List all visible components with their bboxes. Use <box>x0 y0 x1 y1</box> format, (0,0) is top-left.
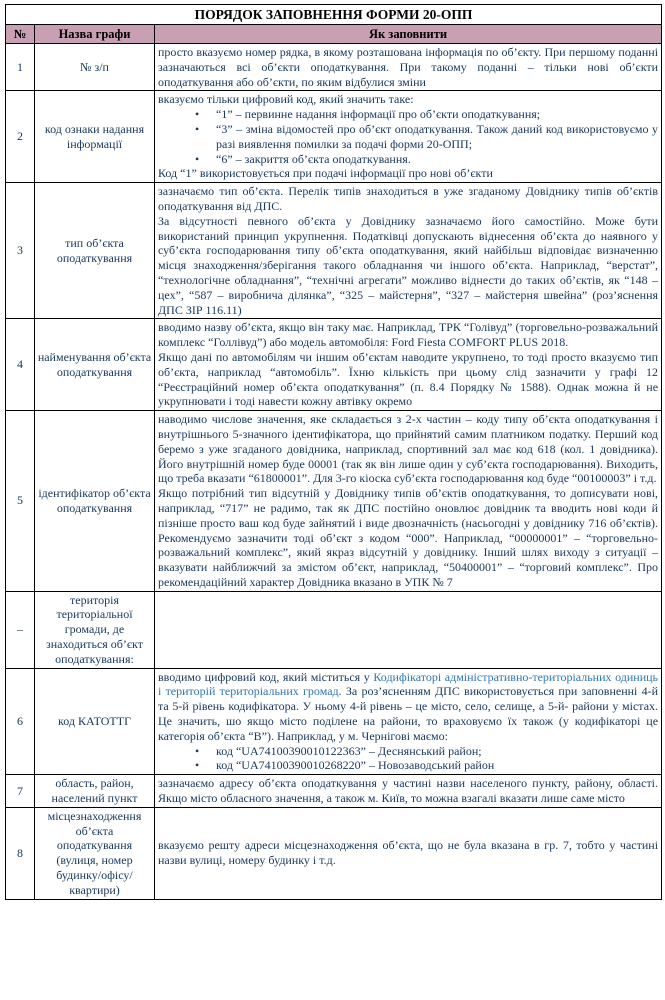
row-number: 6 <box>6 668 35 775</box>
text-run: зазначаємо тип об’єкта. Перелік типів знаходиться в уже згаданому Довіднику типів об’єктів оподаткування від ДПС. <box>158 184 659 213</box>
text-run: . За роз’ясненням ДПС використовується при заповненні 4-й та 5-й рівень кодифікатора. У ньому 4-й рівень – це місто, село, селище, а 5-й- райони у містах. Це значить, шо якщо місто поділене на райони, то враховуємо їх також (у кодифікаторі це категорія об’єкта “В”). Наприклад, у м. Чернігові маємо: <box>158 684 659 743</box>
how-to-paragraph <box>158 184 658 214</box>
column-name-cell: тип об’єкта оподаткування <box>35 183 155 319</box>
how-to-fill-cell <box>155 807 662 899</box>
table-row <box>6 91 662 183</box>
column-name-cell: ідентифікатор об’єкта оподаткування <box>35 411 155 592</box>
how-to-fill-cell <box>155 591 662 668</box>
table-row <box>6 411 662 592</box>
col-header-column-name: Назва графи <box>35 25 155 44</box>
table-row <box>6 775 662 808</box>
table-row <box>6 668 662 775</box>
how-to-paragraph <box>158 350 658 409</box>
column-name-cell: код КАТОТТГ <box>35 668 155 775</box>
text-run: наводимо числове значення, яке складається з 2-х частин – коду типу об’єкта оподаткування і внутрішнього 5-значного ідентифікатора, що прийнятий самим платником податку. Перший код беремо з уже згаданого довідника, наприклад, спортивний зал має код 618 (кол. 1 довідника). Його внутрішній номер буде 00001 (так як він лише один у суб’єкта господарювання). Виходить, що треба вказати “61800001”. Для 3-го кіоска суб’єкта господарювання код буде “00100003” і т.д. <box>158 412 659 486</box>
how-to-paragraph <box>158 670 658 744</box>
bullet-item: • “1” – первинне надання інформації про об’єкти оподаткування; <box>158 107 658 122</box>
how-to-fill-cell <box>155 44 662 91</box>
how-to-fill-cell <box>155 668 662 775</box>
table-row <box>6 44 662 91</box>
how-to-fill-cell <box>155 91 662 183</box>
row-number: 3 <box>6 183 35 319</box>
how-to-fill-cell <box>155 411 662 592</box>
column-name-cell: № з/п <box>35 44 155 91</box>
how-to-paragraph <box>158 486 658 590</box>
how-to-paragraph <box>158 412 658 486</box>
how-to-fill-cell <box>155 775 662 808</box>
col-header-how-to-fill: Як заповнити <box>155 25 662 44</box>
row-number: 4 <box>6 319 35 411</box>
text-run: Якщо дані по автомобілям чи іншим об’єктам наводите укрупнено, то тоді просто вказуємо тип об’єкта, наприклад “автомобіль”. Їхню кількість при цьому слід зазначити у графі 12 “Реєстраційний номер об’єкта оподаткування” (п. 8.4 Порядку № 1588). Однак можна й не укрупнювати і тоді навести кожну автівку окремо <box>158 349 659 409</box>
how-to-paragraph <box>158 214 658 318</box>
bullet-list <box>158 744 658 774</box>
codifier-link[interactable]: Кодифікаторі адміністративно-територіальних одиниць і територій територіальних громад <box>158 669 659 699</box>
text-run: Код “1” використовується при подачі інформації про нові об’єкти <box>158 166 493 181</box>
how-to-fill-cell <box>155 183 662 319</box>
table-row <box>6 183 662 319</box>
how-to-paragraph <box>158 166 658 181</box>
how-to-paragraph <box>158 838 658 868</box>
how-to-fill-cell <box>155 319 662 411</box>
text-run: вказуємо решту адреси місцезнаходження об’єкта, що не була вказана в гр. 7, тобто у частині назви вулиці, номеру будинку і т.д. <box>158 838 659 868</box>
how-to-paragraph <box>158 776 658 806</box>
row-number: 7 <box>6 775 35 808</box>
table-row <box>6 319 662 411</box>
bullet-list <box>158 107 658 166</box>
how-to-paragraph <box>158 92 658 107</box>
row-number: 1 <box>6 44 35 91</box>
column-name-cell: найменування об’єкта оподаткування <box>35 319 155 411</box>
text-run: вказуємо тільки цифровий код, який значить таке: <box>158 92 414 107</box>
bullet-item: • код “UA74100390010268220” – Новозаводський район <box>158 758 658 773</box>
title-row <box>6 5 662 25</box>
header-row <box>6 25 662 44</box>
table-title: ПОРЯДОК ЗАПОВНЕННЯ ФОРМИ 20-ОПП <box>6 5 662 25</box>
row-number: 8 <box>6 807 35 899</box>
text-run: За відсутності певного об’єкта у Довіднику зазначаємо його самостійно. Може бути використаний принцип укрупнення. Податківці допускають віднесення об’єкта до наявного у суб’єкта господарювання типу об’єкта оподаткування, який найбільш відповідає визначенню місця знаходження/зберігання такого обладнання чи іншого об’єкта. Наприклад, “верстат”, “технологічне обладнання”, “технічні агрегати” можливо віднести до таких об’єктів, як “148 – цех”, “587 – виробнича ділянка”, “325 – майстерня”, “327 – майстерня швейна” (роз’яснення ДПС ЗІР 116.11) <box>158 213 659 317</box>
table-row <box>6 807 662 899</box>
column-name-cell: область, район, населений пункт <box>35 775 155 808</box>
row-number: 2 <box>6 91 35 183</box>
col-header-number: № <box>6 25 35 44</box>
how-to-paragraph <box>158 45 658 89</box>
text-run: вводимо назву об’єкта, якщо він таку має. Наприклад, ТРК “Голівуд” (торговельно-розважальний комплекс “Голлівуд”) або модель автомобіля: Ford Fiesta COMFORT PLUS 2018. <box>158 320 659 350</box>
text-run: Якщо потрібний тип відсутній у Довіднику типів об’єктів оподаткування, то дописувати нові, наприклад, “717” не радимо, так як ДПС постійно оновлює довідник та вводить нові коди й пізніше просто ваш код буде зайнятий і виде двозначність (насьогодні у довіднику 716 об’єктів). Рекомендуємо зазначити тоді об’єкт з кодом “000”. Наприклад, “00000001” – “торговельно-розважальний комплекс”, який якраз відсутній у довіднику. Інший шлях виходу з ситуації – вказувати найближчий за змістом об’єкт, наприклад, “50400001” – “торговий комплекс”. Про рекомендаційний характер Довідника вказано в УПК № 7 <box>158 486 659 589</box>
row-number: – <box>6 591 35 668</box>
bullet-item: • “6” – закриття об’єкта оподаткування. <box>158 152 658 167</box>
column-name-cell: територія територіальної громади, де знаходиться об’єкт оподаткування: <box>35 591 155 668</box>
bullet-item: • код “UA74100390010122363” – Деснянський район; <box>158 744 658 759</box>
how-to-paragraph <box>158 320 658 350</box>
table-row <box>6 591 662 668</box>
column-name-cell: місцезнаходження об’єкта оподаткування (вулиця, номер будинку/офісу/ квартири) <box>35 807 155 899</box>
text-run: вводимо цифровий код, який міститься у <box>158 669 374 684</box>
bullet-item: • “3” – зміна відомостей про об’єкт оподаткування. Також даний код використовуємо у разі виявлення помилки за подачі форми 20-ОПП; <box>158 122 658 152</box>
row-number: 5 <box>6 411 35 592</box>
form-20opp-instructions-table <box>5 4 662 900</box>
column-name-cell: код ознаки надання інформації <box>35 91 155 183</box>
text-run: просто вказуємо номер рядка, в якому розташована інформація по об’єкту. При першому поданні зазначаються всі об’єкти оподаткування. При такому поданні – тільки нові об’єкти оподаткування або об’єкти, по яким відбулися зміни <box>158 45 659 89</box>
text-run: зазначаємо адресу об’єкта оподаткування у частині назви населеного пункту, району, області. Якщо місто обласного значення, а також м. Київ, то можна взагалі вказати лише саме місто <box>158 776 659 806</box>
